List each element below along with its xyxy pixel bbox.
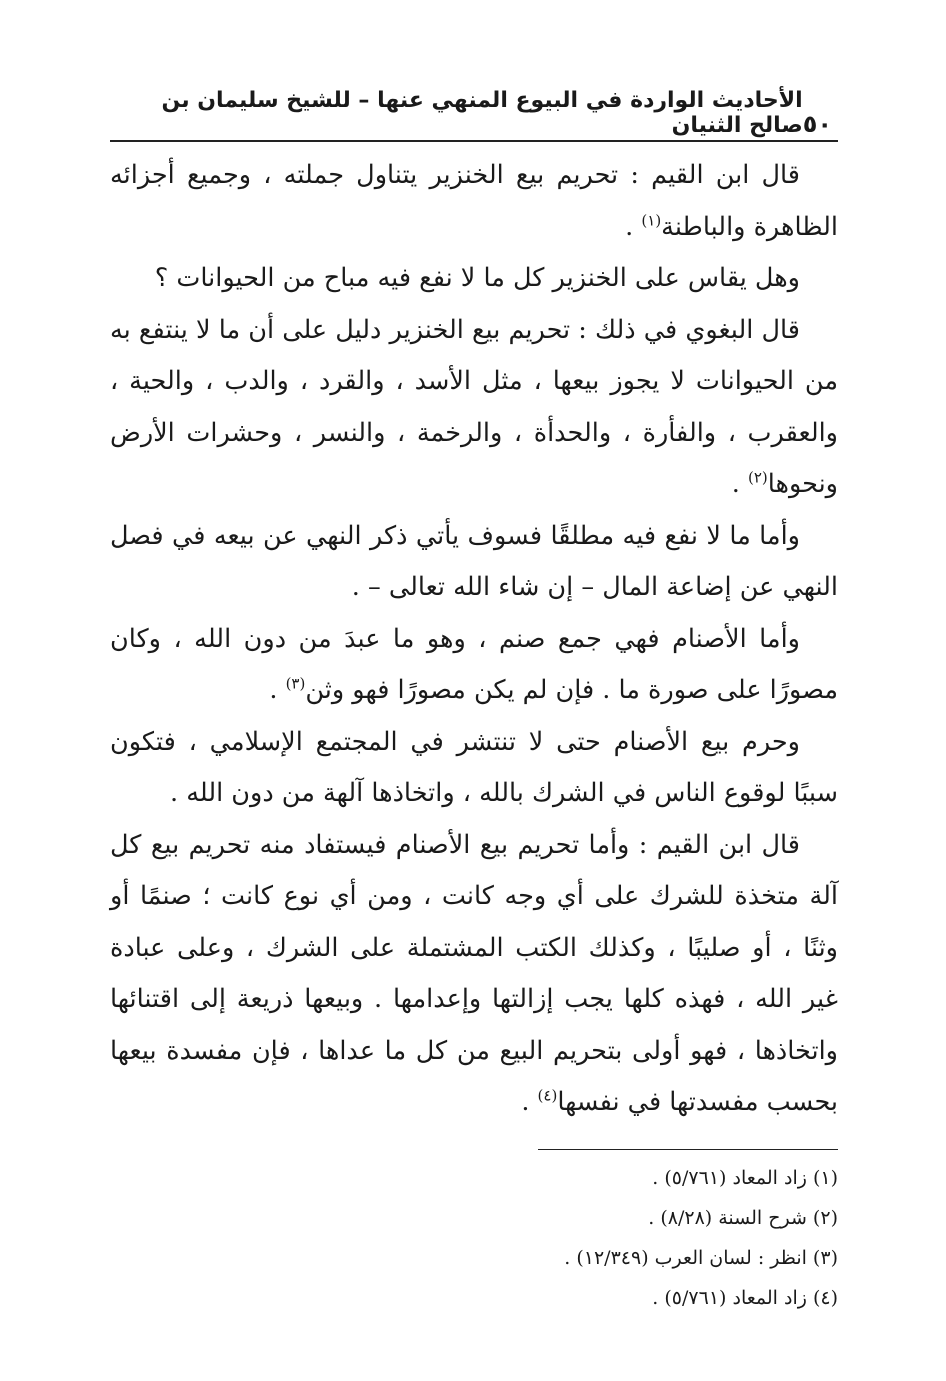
footnote: (١) زاد المعاد (٥/٧٦١) . (652, 1166, 838, 1189)
footnote-separator (538, 1149, 838, 1150)
page-number: ٥٠ (802, 110, 832, 138)
paragraph-end: . (731, 469, 748, 499)
running-title: الأحاديث الواردة في البيوع المنهي عنها – للشيخ سليمان بن صالح الثنيان (161, 88, 803, 138)
paragraph (110, 717, 838, 820)
footnotes (110, 1158, 838, 1318)
paragraph-end: . (521, 1087, 538, 1117)
body-text (110, 150, 838, 1129)
footnote: (٢) شرح السنة (٨/٢٨) . (648, 1206, 838, 1229)
paragraph (110, 511, 838, 614)
paragraph (110, 614, 838, 717)
paragraph (110, 820, 838, 1129)
paragraph-text: وهل يقاس على الخنزير كل ما لا نفع فيه مباح من الحيوانات ؟ (154, 263, 800, 293)
paragraph-text: وأما الأصنام فهي جمع صنم ، وهو ما عبدَ من دون الله ، وكان مصورًا على صورة ما . فإن لم يكن مصورًا فهو وثن (110, 623, 838, 705)
paragraph (110, 305, 838, 511)
paragraph-end: . (625, 211, 642, 242)
paragraph (110, 253, 838, 305)
running-header (110, 88, 838, 142)
footnote-reference: (٤) (537, 1086, 558, 1105)
paragraph-end: . (269, 675, 286, 705)
footnote-reference: (٣) (285, 674, 306, 693)
paragraph-text: قال ابن القيم : وأما تحريم بيع الأصنام فيستفاد منه تحريم بيع كل آلة متخذة للشرك على أي وجه كانت ، ومن أي نوع كانت ؛ صنمًا أو وثنًا ، أو صليبًا ، وكذلك الكتب المشتملة على الشرك ، وعلى عبادة غير الله ، فهذه كلها يجب إزالتها وإعدامها . وبيعها ذريعة إلى اقتنائها واتخاذها ، فهو أولى بتحريم البيع من كل ما عداها ، فإن مفسدة بيعها بحسب مفسدتها في نفسها (110, 829, 838, 1117)
paragraph-text: قال ابن القيم : تحريم بيع الخنزير يتناول جملته ، وجميع أجزائه الظاهرة والباطنة (110, 160, 838, 242)
footnote-reference: (١) (641, 211, 662, 229)
footnote: (٣) انظر : لسان العرب (١٢/٣٤٩) . (564, 1246, 838, 1269)
paragraph-text: وأما ما لا نفع فيه مطلقًا فسوف يأتي ذكر النهي عن بيعه في فصل النهي عن إضاعة المال – إن شاء الله تعالى – . (110, 520, 838, 602)
footnote-reference: (٢) (747, 468, 768, 487)
paragraph-text: قال البغوي في ذلك : تحريم بيع الخنزير دليل على أن ما لا ينتفع به من الحيوانات لا يجوز بيعها ، مثل الأسد ، والقرد ، والدب ، والحية ، والعقرب ، والفأرة ، والحدأة ، والرخمة ، والنسر ، وحشرات الأرض ونحوها (110, 314, 838, 499)
paragraph-text: وحرم بيع الأصنام حتى لا تنتشر في المجتمع الإسلامي ، فتكون سببًا لوقوع الناس في الشرك بالله ، واتخاذها آلهة من دون الله . (110, 726, 838, 808)
footnote: (٤) زاد المعاد (٥/٧٦١) . (652, 1286, 838, 1309)
paragraph (110, 150, 838, 253)
document-page (110, 88, 838, 1318)
